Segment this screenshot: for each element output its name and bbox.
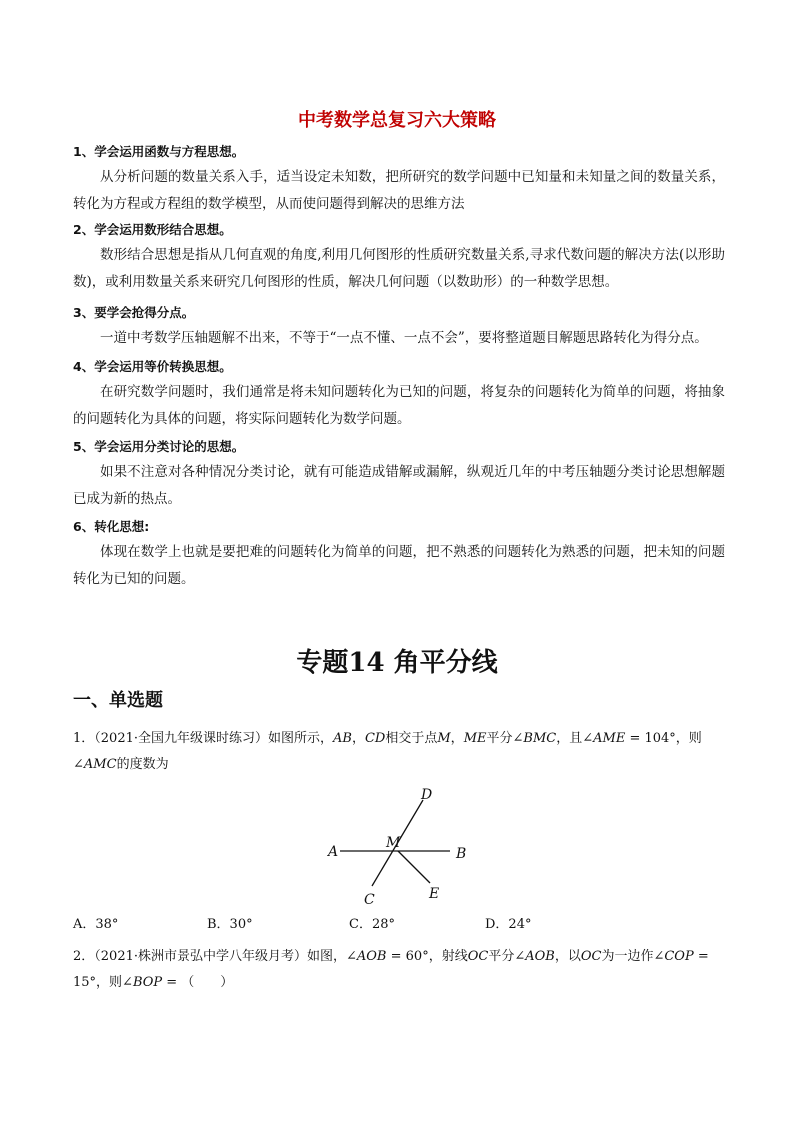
choice-c[interactable]: C．28° [349,917,395,932]
question-text: 平分∠ [486,731,524,746]
math-var: OC [467,949,489,964]
question-text: = （ ） [162,975,234,990]
label-d: D [421,787,433,803]
strategy-heading: 5、学会运用分类讨论的思想。 [73,439,245,454]
ray-me [398,851,430,883]
question-text: ，以 [554,949,581,964]
label-m: M [386,835,401,851]
label-c: C [364,892,375,908]
question-text: 为一边作∠ [601,949,665,964]
math-var: CD [364,731,386,746]
strategy-heading: 6、转化思想: [73,519,150,534]
strategy-body: 数形结合思想是指从几何直观的角度,利用几何图形的性质研究数量关系,寻求代数问题的解决方法(以形助数)，或利用数量关系来研究几何图形的性质，解决几何问题（以数助形）的一种数学思想。 [73,247,725,290]
question-text: ， [450,731,464,746]
question-text: 相交于点 [385,731,438,746]
strategy-body: 在研究数学问题时，我们通常是将未知问题转化为已知的问题，将复杂的问题转化为简单的问题，将抽象的问题转化为具体的问题，将实际问题转化为数学问题。 [73,384,725,427]
strategy-3 [73,301,725,352]
question-text: ，且∠ [556,731,594,746]
question-text: = 60°，射线 [386,949,468,964]
choice-a[interactable]: A．38° [73,917,119,932]
math-var: AOB [356,949,387,964]
question-text: ， [351,731,365,746]
choices-q1 [73,912,673,938]
strategy-heading: 2、学会运用数形结合思想。 [73,222,232,237]
question-text: 的度数为 [116,757,169,772]
strategy-6 [73,515,725,593]
strategy-body: 体现在数学上也就是要把难的问题转化为简单的问题，把不熟悉的问题转化为熟悉的问题，把未知的问题转化为已知的问题。 [73,544,725,587]
math-var: AMC [83,757,117,772]
strategy-heading: 4、学会运用等价转换思想。 [73,359,232,374]
math-var: COP [664,949,694,964]
math-var: M [437,731,451,746]
strategy-1 [73,140,725,218]
choice-d[interactable]: D．24° [485,917,532,932]
math-var: BOP [132,975,163,990]
document-title: 中考数学总复习六大策略 [298,110,496,131]
strategy-body: 如果不注意对各种情况分类讨论，就有可能造成错解或漏解，纵观近几年的中考压轴题分类讨论思想解题已成为新的热点。 [73,464,725,507]
label-b: B [456,846,467,862]
math-var: ME [463,731,487,746]
question-1 [73,726,733,778]
strategy-2 [73,218,725,296]
math-var: AME [593,731,626,746]
strategy-heading: 1、学会运用函数与方程思想。 [73,144,245,159]
math-var: AOB [525,949,555,964]
strategy-body: 从分析问题的数量关系入手，适当设定未知数，把所研究的数学问题中已知量和未知量之间的数量关系，转化为方程或方程组的数学模型，从而使问题得到解决的思维方法 [73,169,725,212]
label-e: E [429,886,440,902]
strategy-4 [73,355,725,433]
math-var: OC [580,949,602,964]
strategy-body: 一道中考数学压轴题解不出来，不等于“一点不懂、一点不会”，要将整道题目解题思路转化为得分点。 [100,330,708,346]
question-text: 2．（2021·株洲市景弘中学八年级月考）如图，∠ [73,949,357,964]
question-text: 1．（2021·全国九年级课时练习）如图所示， [73,731,333,746]
question-text: 平分∠ [488,949,526,964]
question-text: = 15°，则∠ [73,949,709,990]
question-2 [73,944,733,996]
math-var: AB [333,731,352,746]
topic-title: 专题14 角平分线 [296,648,498,678]
math-var: BMC [523,731,557,746]
section-title: 一、单选题 [73,690,163,711]
strategy-5 [73,435,725,513]
angle-bisector-figure [320,780,480,910]
label-a: A [328,844,339,860]
choice-b[interactable]: B．30° [207,917,253,932]
question-text: = 104°，则∠ [73,731,702,772]
strategy-heading: 3、要学会抢得分点。 [73,305,195,320]
